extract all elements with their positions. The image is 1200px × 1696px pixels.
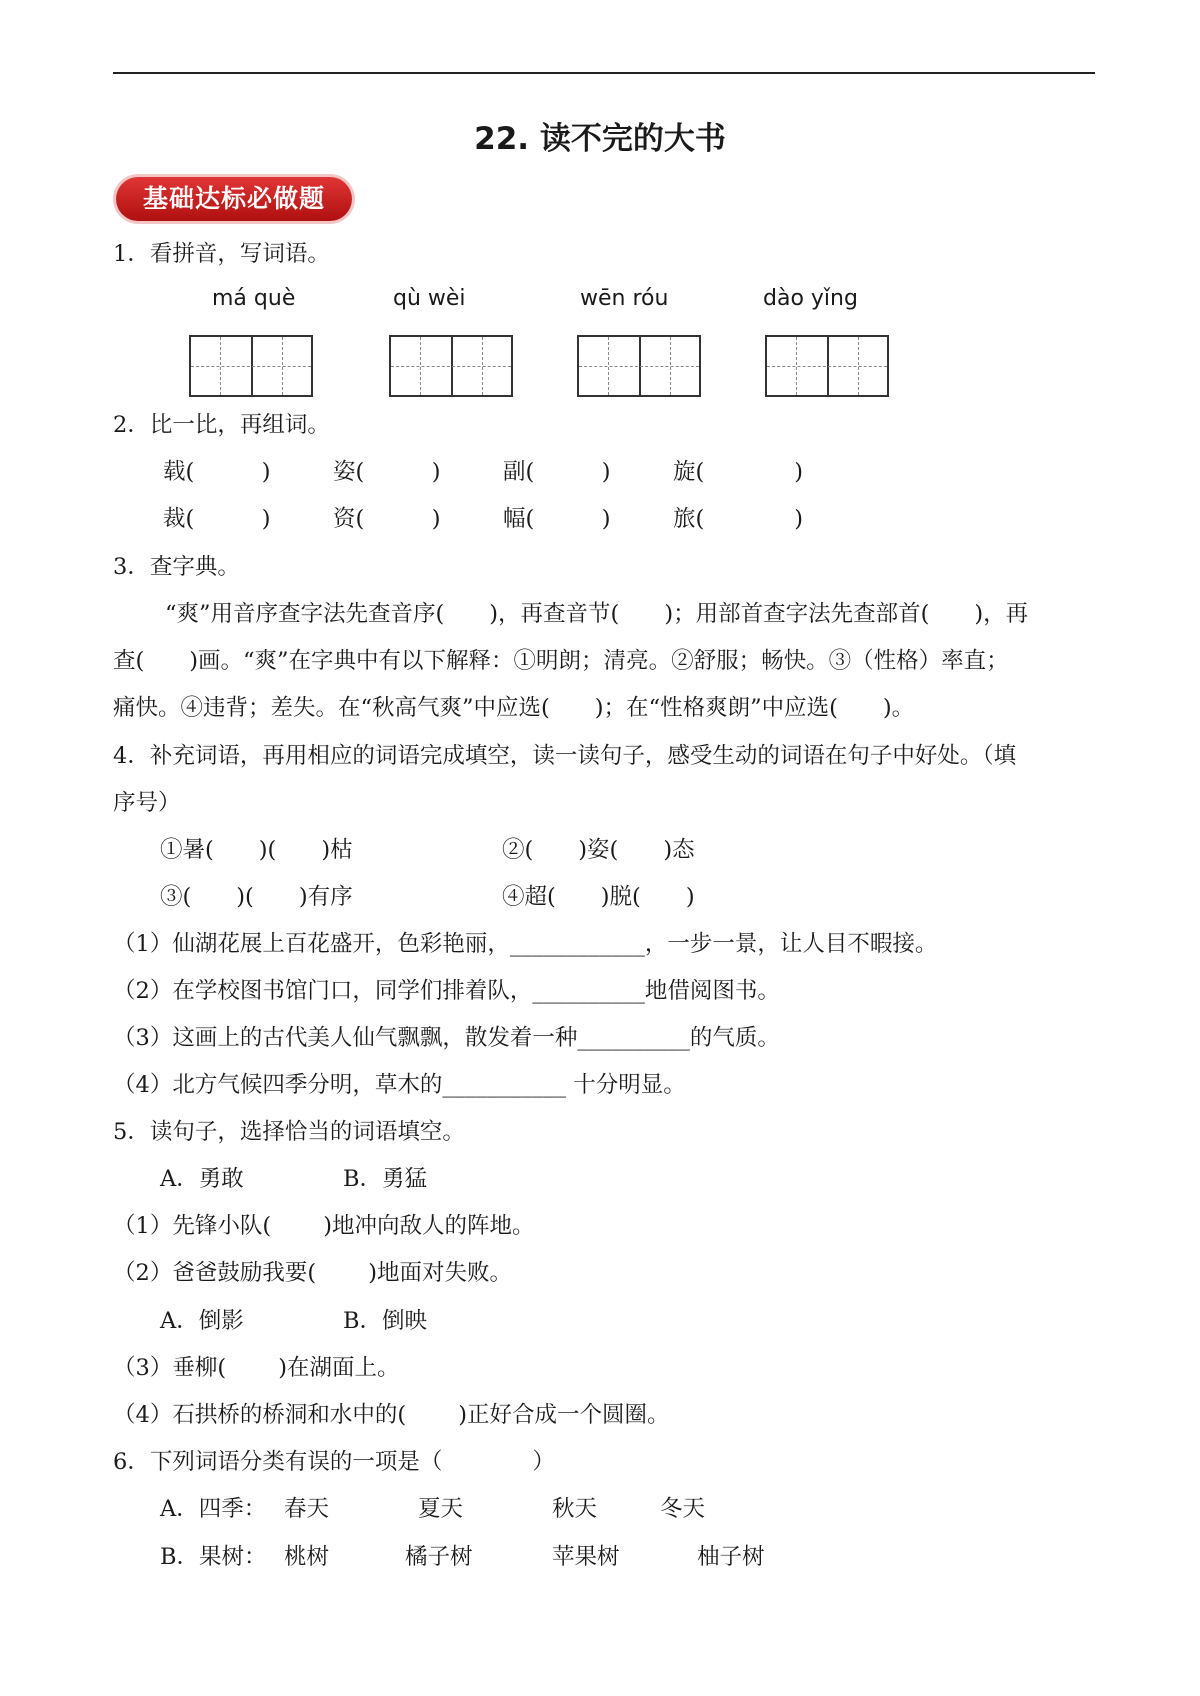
q1-stem: 1．看拼音，写词语。	[113, 241, 330, 267]
q1-writing-grid-4[interactable]	[765, 335, 889, 397]
q2-item[interactable]: 旋( )	[673, 459, 804, 485]
q5-option-a: A．勇敢	[160, 1166, 244, 1192]
q4-stem-line-1: 4．补充词语，再用相应的词语完成填空，读一读句子，感受生动的词语在句子中好处。（填	[113, 743, 1017, 769]
q5-sentence-4[interactable]: （4）石拱桥的桥洞和水中的( )正好合成一个圆圈。	[113, 1402, 670, 1428]
q5-sentence-2[interactable]: （2）爸爸鼓励我要( )地面对失败。	[113, 1260, 513, 1286]
top-rule	[113, 72, 1095, 74]
q1-writing-grid-2[interactable]	[389, 335, 513, 397]
q4-word-1[interactable]: ①暑( )( )枯	[160, 837, 353, 863]
q1-writing-grid-3[interactable]	[577, 335, 701, 397]
q1-pinyin-1: má què	[212, 286, 296, 311]
q6-option-b-word: 橘子树	[405, 1544, 473, 1570]
q6-option-a-word: 冬天	[660, 1496, 706, 1522]
q5-stem: 5．读句子，选择恰当的词语填空。	[113, 1119, 465, 1145]
q1-writing-grid-1[interactable]	[189, 335, 313, 397]
q6-option-b-word: 桃树	[284, 1544, 330, 1570]
q2-item[interactable]: 幅( )	[503, 506, 611, 532]
q4-word-3[interactable]: ③( )( )有序	[160, 884, 353, 910]
q3-line-2: 查( )画。“爽”在字典中有以下解释：①明朗；清亮。②舒服；畅快。③（性格）率直；	[113, 648, 1009, 674]
q5-option-b: B．倒映	[343, 1308, 428, 1334]
q3-line-1: “爽”用音序查字法先查音序( )，再查音节( )；用部首查字法先查部首( )，再	[165, 601, 1029, 627]
q2-item[interactable]: 资( )	[333, 506, 441, 532]
q5-sentence-3[interactable]: （3）垂柳( )在湖面上。	[113, 1355, 400, 1381]
q6-option-a-word: 秋天	[552, 1496, 598, 1522]
q5-option-b: B．勇猛	[343, 1166, 428, 1192]
q6-option-b-word: 柚子树	[697, 1544, 765, 1570]
q6-option-b-label[interactable]: B．果树：	[160, 1544, 267, 1570]
q2-stem: 2．比一比，再组词。	[113, 412, 330, 438]
q2-item[interactable]: 副( )	[503, 459, 611, 485]
q6-option-a-word: 春天	[284, 1496, 330, 1522]
q6-option-a-label[interactable]: A．四季：	[160, 1496, 267, 1522]
q2-item[interactable]: 姿( )	[333, 459, 441, 485]
q6-option-a-word: 夏天	[418, 1496, 464, 1522]
q1-pinyin-4: dào yǐng	[763, 286, 858, 311]
page-title: 22. 读不完的大书	[474, 121, 726, 157]
q4-sentence-4[interactable]: （4）北方气候四季分明，草木的___________ 十分明显。	[113, 1072, 686, 1098]
q6-option-b-word: 苹果树	[552, 1544, 620, 1570]
q4-word-4[interactable]: ④超( )脱( )	[502, 884, 695, 910]
q4-sentence-2[interactable]: （2）在学校图书馆门口，同学们排着队，__________地借阅图书。	[113, 978, 780, 1004]
section-badge: 基础达标必做题	[116, 177, 352, 221]
q5-option-a: A．倒影	[160, 1308, 244, 1334]
q1-pinyin-2: qù wèi	[393, 286, 466, 311]
q4-sentence-1[interactable]: （1）仙湖花展上百花盛开，色彩艳丽，____________，一步一景，让人目不暇接。	[113, 931, 938, 957]
q4-word-2[interactable]: ②( )姿( )态	[502, 837, 695, 863]
q5-sentence-1[interactable]: （1）先锋小队( )地冲向敌人的阵地。	[113, 1213, 535, 1239]
q2-item[interactable]: 裁( )	[163, 506, 271, 532]
q6-stem[interactable]: 6．下列词语分类有误的一项是（ ）	[113, 1449, 555, 1475]
q4-sentence-3[interactable]: （3）这画上的古代美人仙气飘飘，散发着一种__________的气质。	[113, 1025, 780, 1051]
q4-stem-line-2: 序号）	[113, 790, 181, 816]
q1-pinyin-3: wēn róu	[580, 286, 669, 311]
q3-stem: 3．查字典。	[113, 554, 240, 580]
q3-line-3: 痛快。④违背；差失。在“秋高气爽”中应选( )；在“性格爽朗”中应选( )。	[113, 695, 915, 721]
q2-item[interactable]: 载( )	[163, 459, 271, 485]
q2-item[interactable]: 旅( )	[673, 506, 804, 532]
